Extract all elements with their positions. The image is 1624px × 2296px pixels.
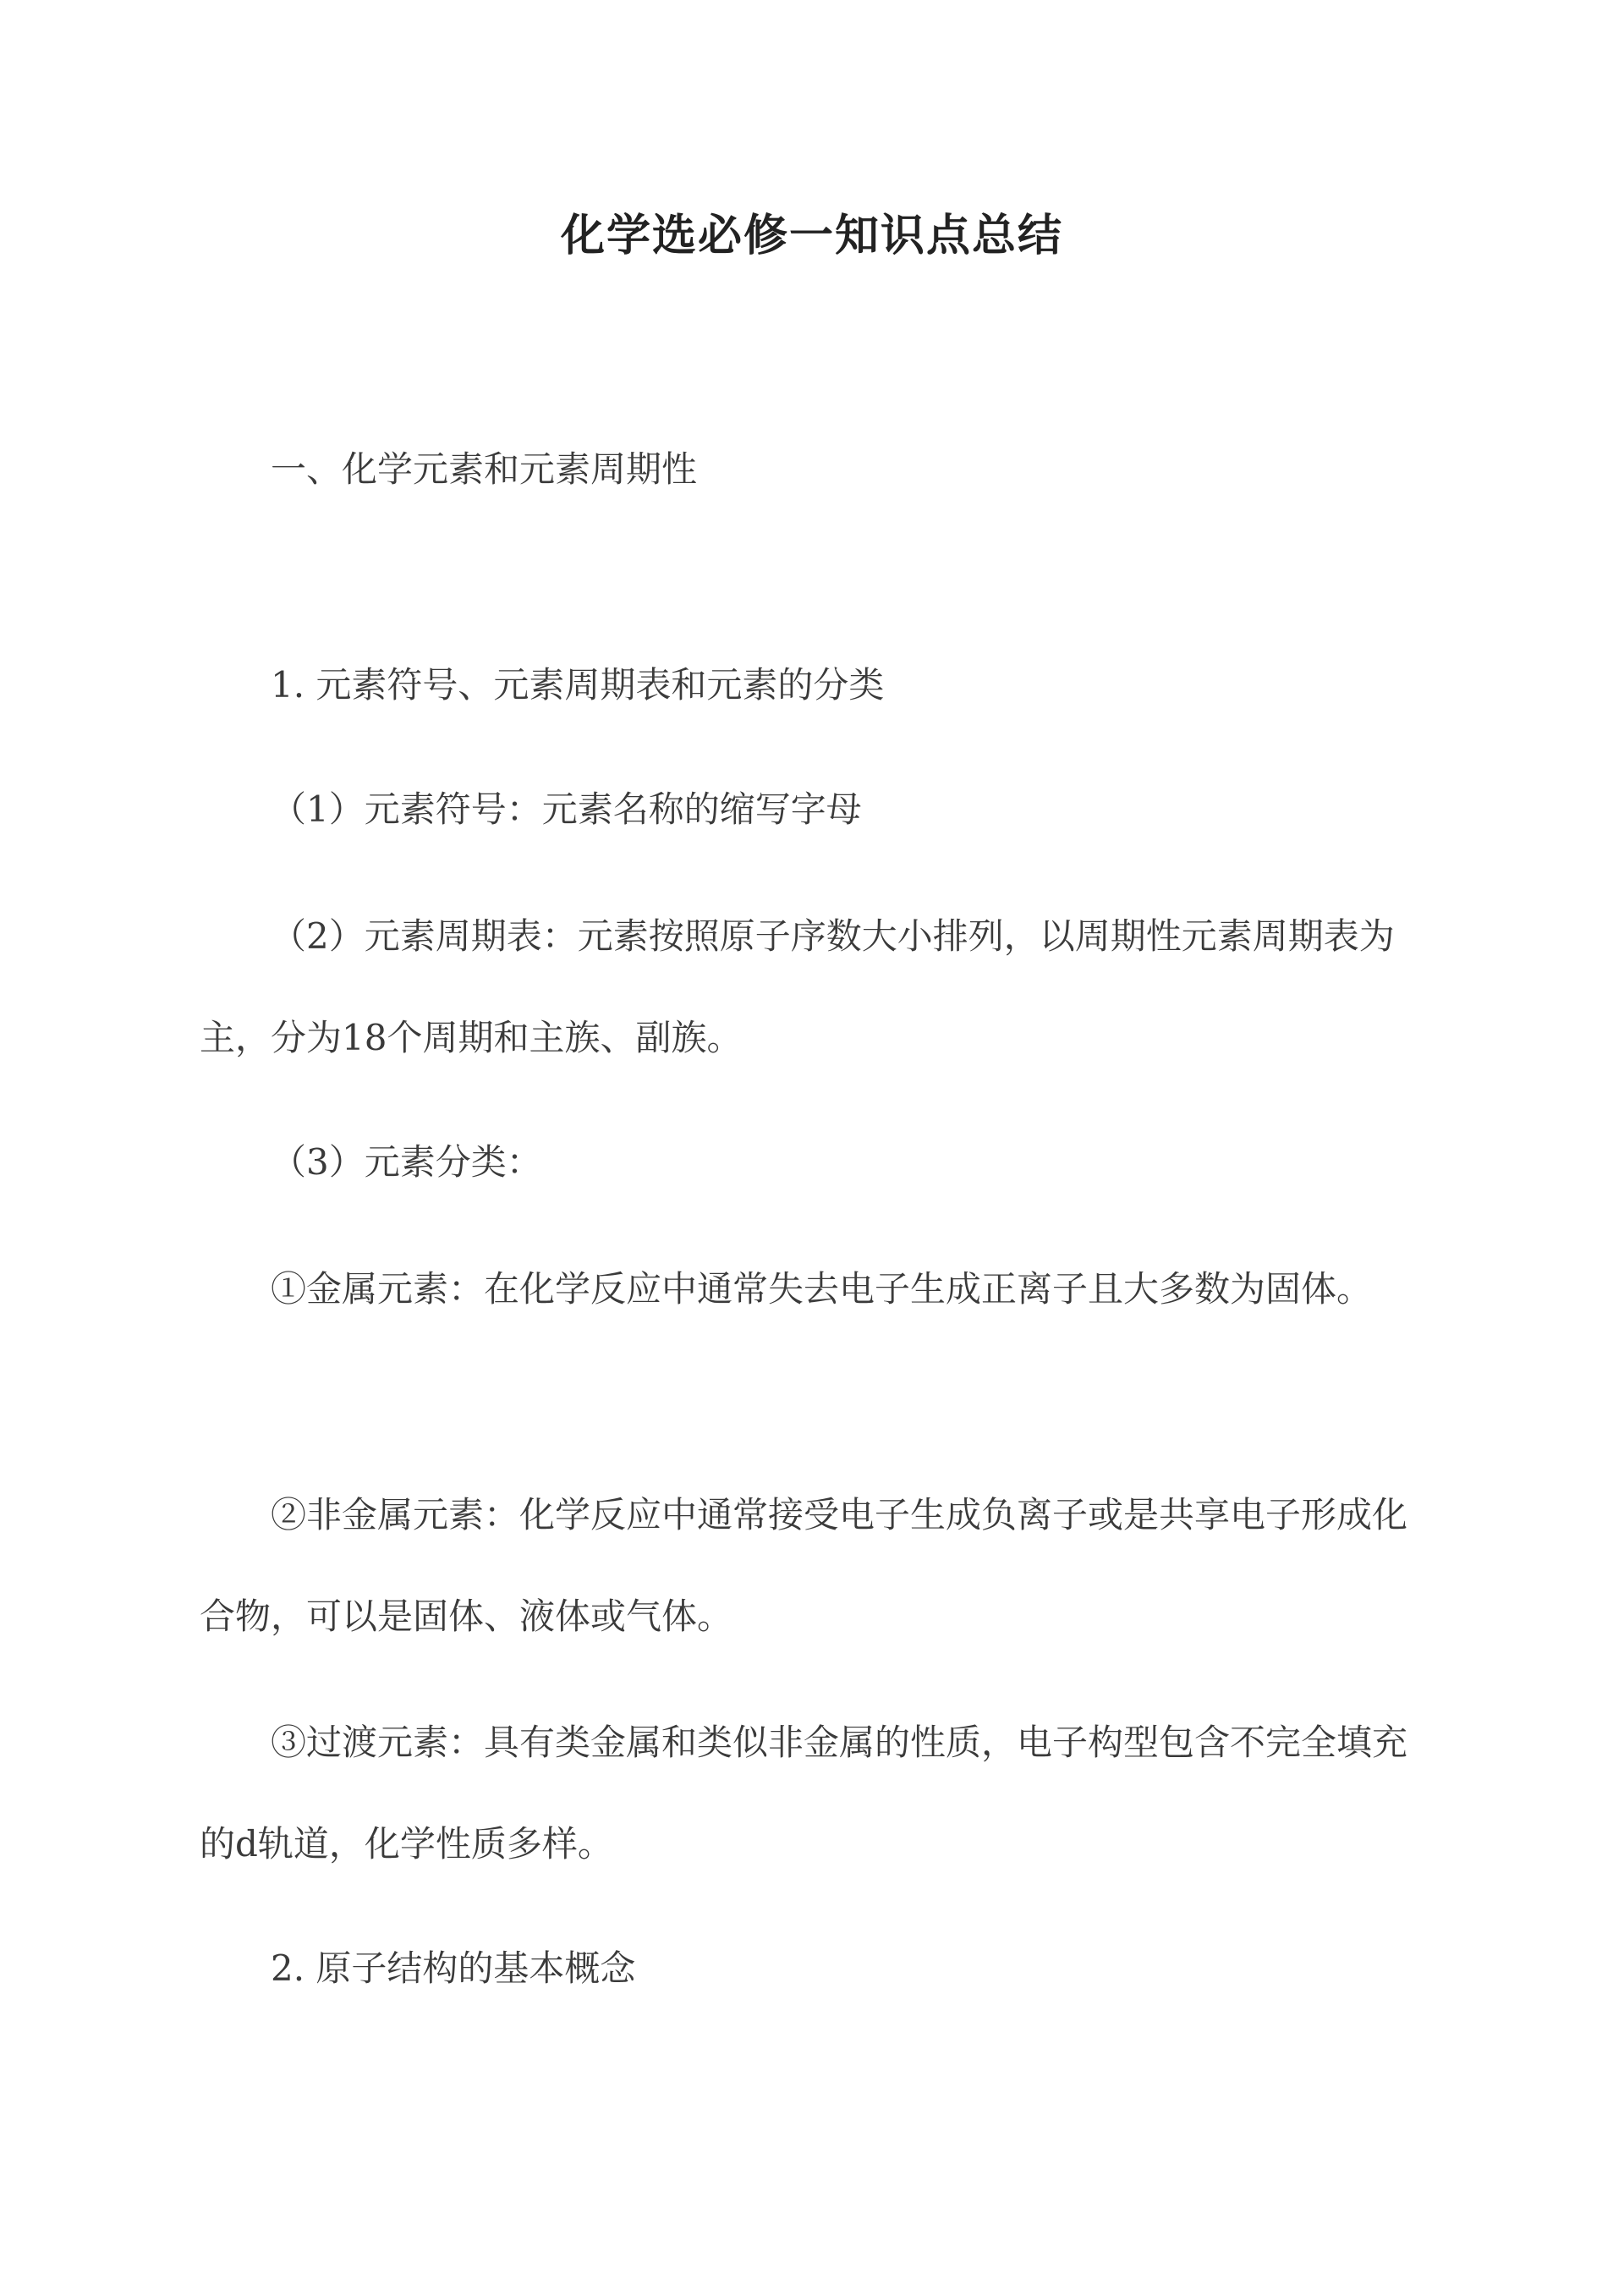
paragraph: （1）元素符号：元素名称的缩写字母 bbox=[271, 788, 862, 830]
section-heading: 一、化学元素和元素周期性 bbox=[271, 448, 698, 490]
paragraph: （3）元素分类： bbox=[271, 1141, 542, 1183]
paragraph: ①金属元素：在化学反应中通常失去电子生成正离子且大多数为固体。 bbox=[271, 1268, 1373, 1310]
document-title: 化学选必修一知识点总结 bbox=[560, 210, 1063, 261]
item-heading: 1. 元素符号、元素周期表和元素的分类 bbox=[271, 664, 885, 706]
paragraph: （2）元素周期表：元素按照原子序数大小排列，以周期性元素周期表为主，分为18个周期和主族、副族。 bbox=[200, 915, 1395, 1058]
item-heading: 2. 原子结构的基本概念 bbox=[271, 1947, 636, 1989]
paragraph: ③过渡元素：具有类金属和类似非金属的性质，电子构型包含不完全填充的d轨道，化学性质多样。 bbox=[200, 1722, 1408, 1865]
paragraph: ②非金属元素：化学反应中通常接受电子生成负离子或是共享电子形成化合物，可以是固体、液体或气体。 bbox=[200, 1494, 1408, 1637]
